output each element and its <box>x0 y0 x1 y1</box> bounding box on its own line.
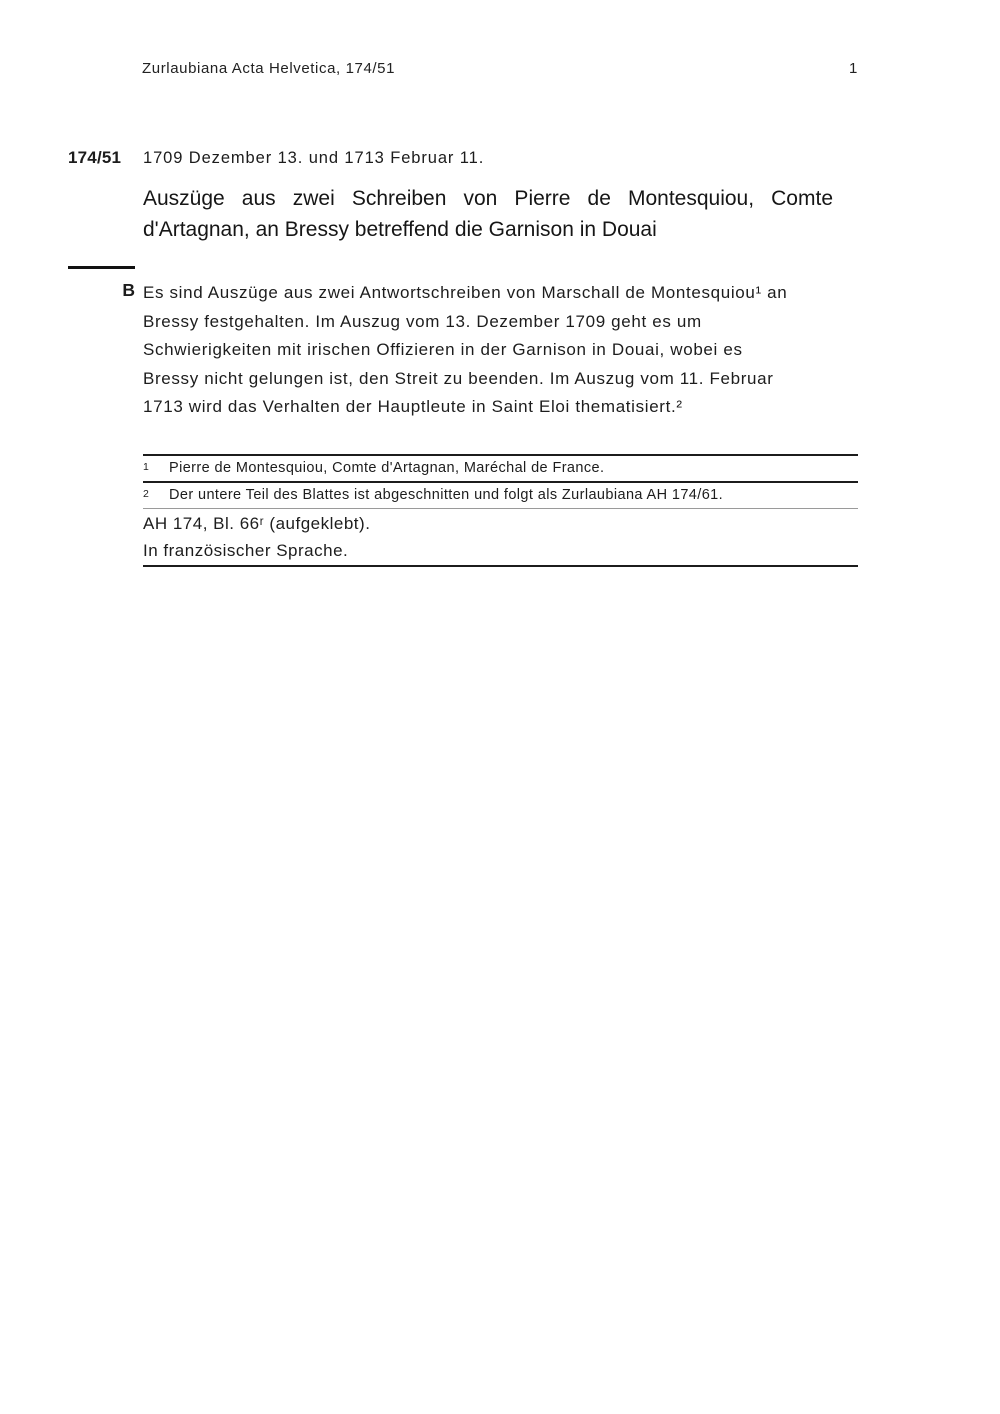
summary-line: Bressy nicht gelungen ist, den Streit zu beenden. Im Auszug vom 11. Februar <box>143 368 774 388</box>
source-reference: AH 174, Bl. 66ʳ (aufgeklebt). <box>143 514 371 533</box>
entry-title-line-1: Auszüge aus zwei Schreiben von Pierre de Montesquiou, Comte <box>143 187 833 210</box>
footnote-1-text: Pierre de Montesquiou, Comte d'Artagnan, Maréchal de France. <box>169 460 605 476</box>
language-note: In französischer Sprache. <box>143 540 349 560</box>
footnote-separator-thin <box>143 508 858 509</box>
section-divider-rule <box>68 266 135 269</box>
bottom-rule <box>143 565 858 567</box>
summary-paragraph <box>143 279 858 422</box>
entry-title <box>143 183 833 245</box>
footnote-2-marker: 2 <box>143 488 150 500</box>
source-block <box>143 511 858 564</box>
footnote-2 <box>143 483 858 508</box>
footnote-2-text: Der untere Teil des Blattes ist abgeschnitten und folgt als Zurlaubiana AH 174/61. <box>169 487 724 503</box>
footnote-1 <box>143 456 858 481</box>
entry-date-line: 1709 Dezember 13. und 1713 Februar 11. <box>143 149 485 167</box>
entry-title-line-2: d'Artagnan, an Bressy betreffend die Garnison in Douai <box>143 218 657 241</box>
page-number: 1 <box>849 60 858 77</box>
summary-line: Schwierigkeiten mit irischen Offizieren in der Garnison in Douai, wobei es <box>143 340 743 360</box>
summary-line: Es sind Auszüge aus zwei Antwortschreiben von Marschall de Montesquiou¹ an <box>143 283 788 302</box>
entry-number: 174/51 <box>68 148 122 167</box>
footnotes-block <box>143 454 858 509</box>
section-label-b: B <box>122 280 135 300</box>
running-header <box>142 60 858 77</box>
running-header-title: Zurlaubiana Acta Helvetica, 174/51 <box>142 60 396 77</box>
summary-line: Bressy festgehalten. Im Auszug vom 13. Dezember 1709 geht es um <box>143 311 702 331</box>
footnote-1-marker: 1 <box>143 461 150 473</box>
summary-line: 1713 wird das Verhalten der Hauptleute in Saint Eloi thematisiert.² <box>143 397 683 417</box>
